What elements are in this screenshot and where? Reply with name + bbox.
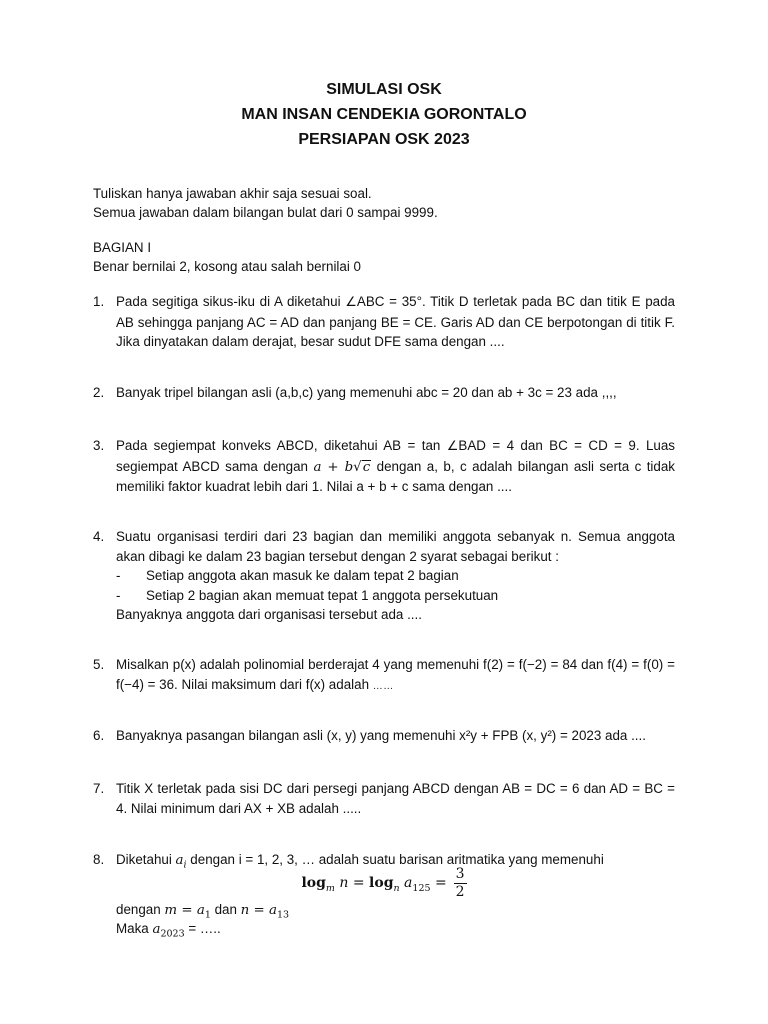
angle-icon: ∠ [446,439,459,454]
question-number: 7. [93,781,105,796]
math-expression: a + b√c [313,459,371,475]
question-number: 2. [93,385,105,400]
bullet-item: - Setiap 2 bagian akan memuat tepat 1 anggota persekutuan [116,587,499,603]
question-closing: Banyaknya anggota dari organisasi tersebut ada .... [116,607,422,622]
question-5 [93,655,675,696]
question-2 [93,383,675,403]
doc-title-line1: SIMULASI OSK [326,81,442,98]
instruction-line1: Tuliskan hanya jawaban akhir saja sesuai soal. [93,186,372,201]
log-equation: $\log_m n = \log_n a_{125}$ = $\frac{3}{2}$ [301,866,465,900]
instruction-line2: Semua jawaban dalam bilangan bulat dari 0 sampai 9999. [93,205,438,220]
doc-title-line2: MAN INSAN CENDEKIA GORONTALO [241,106,527,123]
question-number: 4. [93,529,105,544]
question-1 [93,292,675,352]
question-text: Suatu organisasi terdiri dari 23 bagian dan memiliki anggota sebanyak n. Semua anggota akan dibagi ke dalam 23 bagian tersebut dengan 2 syarat sebagai berikut : - Setiap anggota akan masuk ke dalam tepat 2 bagian - Setiap 2 bagian akan memuat tepat 1 anggota persekutuan Banyaknya anggota dari organisasi tersebut ada .... [116,527,675,625]
question-text: Pada segiempat konveks ABCD, diketahui AB = tan ∠BAD = 4 dan BC = CD = 9. Luas segiempat ABCD sama dengan a + b√c dengan a, b, c adalah bilangan asli serta c tidak memiliki faktor kuadrat lebih dari 1. Nilai a + b + c sama dengan .... [116,438,676,494]
question-number: 3. [93,438,105,453]
question-text: Misalkan p(x) adalah polinomial berderajat 4 yang memenuhi f(2) = f(−2) = 84 dan f(4) = f(0) = f(−4) = 36. Nilai maksimum dari f(x) adalah …… [116,657,675,692]
sqrt-icon: √ [353,459,362,475]
question-text: Titik X terletak pada sisi DC dari persegi panjang ABCD dengan AB = DC = 6 dan AD = BC = 4. Nilai minimum dari AX + XB adalah ..... [116,781,675,816]
question-7 [93,779,675,818]
question-text: Diketahui $a_i$ dengan i = 1, 2, 3, … adalah suatu barisan aritmatika yang memenuhi [116,852,604,871]
question-text: Banyak tripel bilangan asli (a,b,c) yang memenuhi abc = 20 dan ab + 3c = 23 ada ,,,, [116,385,617,400]
question-number: 1. [93,294,105,309]
question-text: Pada segitiga sikus-iku di A diketahui ∠ABC = 35°. Titik D terletak pada BC dan titik E pada AB sehingga panjang AC = AD dan panjang BE = CE. Garis AD dan CE berpotongan di titik F. Jika dinyatakan dalam derajat, besar sudut DFE sama dengan .... [116,294,675,349]
question-number: 8. [93,852,105,867]
question-text: Banyaknya pasangan bilangan asli (x, y) yang memenuhi x²y + FPB (x, y²) = 2023 ada .... [116,728,646,743]
doc-title-line3: PERSIAPAN OSK 2023 [298,131,470,148]
question-3 [93,436,675,497]
fraction: $\frac{3}{2}$ [455,866,465,900]
q8-given: dengan $m = a_1$ dan $n = a_{13}$ [116,902,290,921]
q8-ask: Maka $a_{2023}$ = ….. [116,921,221,940]
question-6 [93,726,675,746]
bullet-item: - Setiap anggota akan masuk ke dalam tepat 2 bagian [116,568,459,583]
section-scoring: Benar bernilai 2, kosong atau salah bernilai 0 [93,259,361,274]
angle-icon: ∠ [345,295,357,310]
question-number: 6. [93,728,105,743]
question-4 [93,527,675,625]
section-title: BAGIAN I [93,240,152,255]
question-number: 5. [93,657,105,672]
